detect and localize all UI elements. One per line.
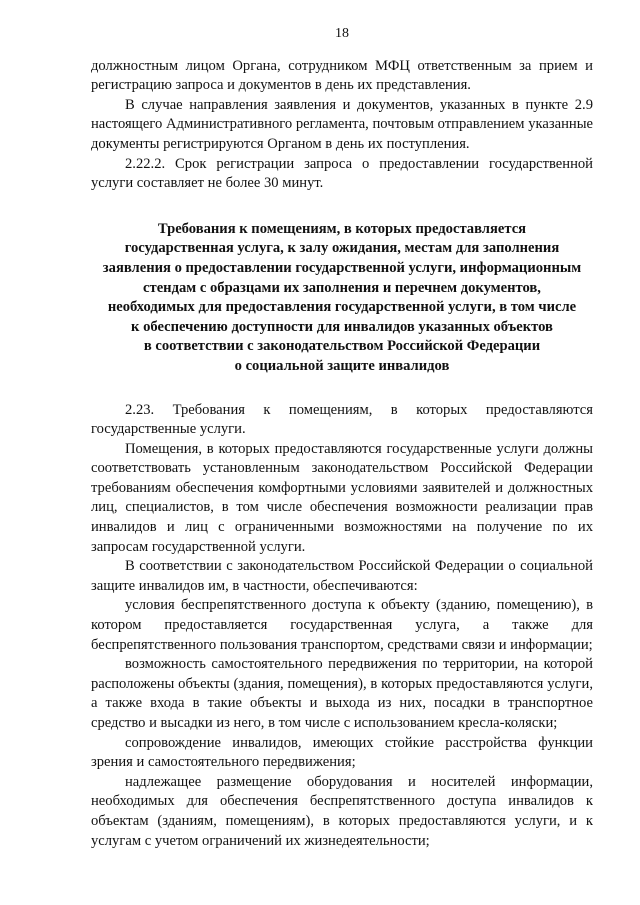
heading-line: к обеспечению доступности для инвалидов указанных объектов [131,318,553,335]
paragraph-continuation: должностным лицом Органа, сотрудником МФЦ ответственным за прием и регистрацию запроса и документов в день их представления. [91,57,593,94]
paragraph-mail-registration: В случае направления заявления и документов, указанных в пункте 2.9 настоящего Административного регламента, почтовым отправлением указанные документы регистрируются Органом в день их поступления. [91,96,593,152]
paragraph-movement-possibility: возможность самостоятельного передвижения по территории, на которой расположены объекты (здания, помещения), в которых предоставляются услуги, а также входа в такие объекты и выхода из них, посадки в транспортное средство и высадки из него, в том числе с использованием кресла-коляски; [91,656,593,731]
paragraph-access-conditions: условия беспрепятственного доступа к объекту (зданию, помещению), в котором предоставляется государственная услуга, а также для беспрепятственного пользования транспортом, средствами связи и информации; [91,597,593,653]
section-heading [91,220,593,377]
heading-line: Требования к помещениям, в которых предоставляется [157,220,527,237]
paragraph-disability-law: В соответствии с законодательством Российской Федерации о социальной защите инвалидов им, в частности, обеспечиваются: [91,558,593,594]
heading-line: в соответствии с законодательством Российской Федерации [143,338,541,355]
heading-line: государственная услуга, к залу ожидания, местам для заполнения [124,240,560,257]
heading-line: необходимых для предоставления государственной услуги, в том числе [107,299,577,316]
heading-line: заявления о предоставлении государственной услуги, информационным [102,259,582,276]
paragraph-equipment-placement: надлежащее размещение оборудования и носителей информации, необходимых для обеспечения беспрепятственного доступа инвалидов к объектам (зданиям, помещениям), в которых предоставляются услуги, и к услугам с учетом ограничений их жизнедеятельности; [91,773,593,849]
paragraph-accompaniment: сопровождение инвалидов, имеющих стойкие расстройства функции зрения и самостоятельного передвижения; [91,734,593,771]
heading-line: о социальной защите инвалидов [234,357,450,374]
heading-line: стендам с образцами их заполнения и перечнем документов, [143,279,541,296]
page-number: 18 [335,26,349,41]
paragraph-registration-term: 2.22.2. Срок регистрации запроса о предоставлении государственной услуги составляет не более 30 минут. [91,155,593,192]
paragraph-section-2-23: 2.23. Требования к помещениям, в которых предоставляются государственные услуги. [91,401,593,438]
paragraph-premises-requirements: Помещения, в которых предоставляются государственные услуги должны соответствовать установленным законодательством Российской Федерации требованиям обеспечения комфортными условиями заявителей и должностных лиц, специалистов, в том числе обеспечения возможности реализации прав инвалидов и лиц с ограниченными возможностями на получение по их запросам государственной услуги. [91,440,593,555]
document-page [91,24,593,851]
